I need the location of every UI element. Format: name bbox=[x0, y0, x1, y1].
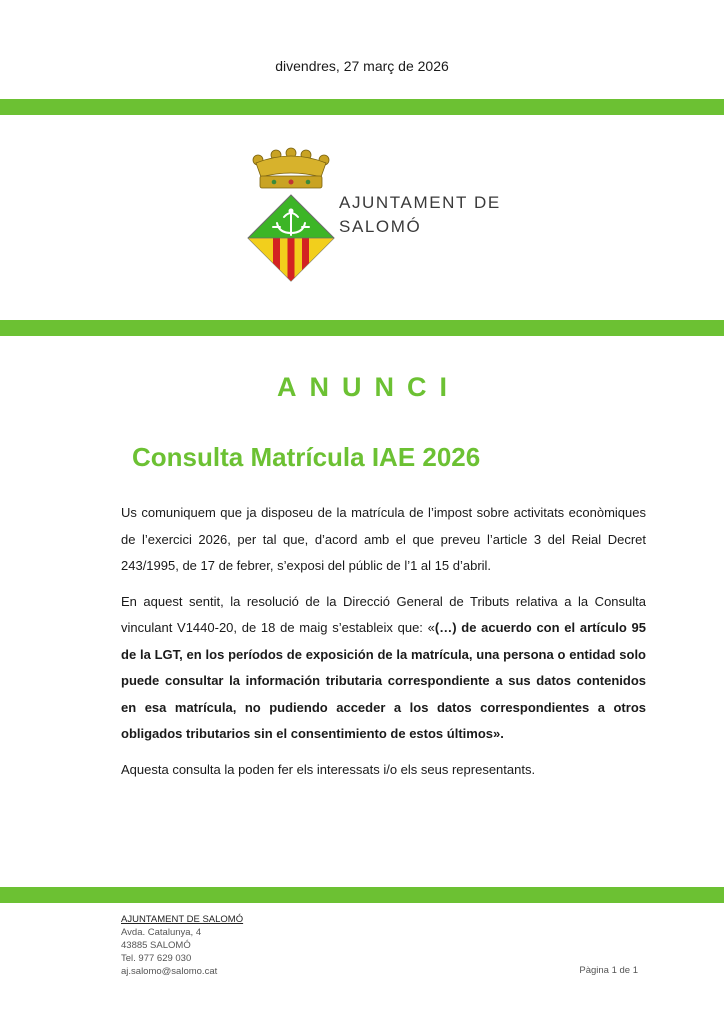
shield-icon bbox=[246, 195, 336, 283]
footer-org: AJUNTAMENT DE SALOMÓ bbox=[121, 914, 244, 925]
paragraph-2 bbox=[121, 589, 646, 748]
page-number: Pàgina 1 de 1 bbox=[579, 965, 638, 976]
middle-green-band bbox=[0, 320, 724, 336]
top-green-band bbox=[0, 99, 724, 115]
paragraph-3: Aquesta consulta la poden fer els interessats i/o els seus representants. bbox=[121, 761, 536, 777]
paragraph-2-intro: En aquest sentit, la resolució de la Direcció General de Tributs relativa a la Consulta vinculant V1440-20, de 18 de maig s’estableix que: « bbox=[121, 593, 646, 635]
org-name-line2: SALOMÓ bbox=[339, 217, 422, 236]
document-subtitle: Consulta Matrícula IAE 2026 bbox=[132, 442, 481, 472]
footer-address: Avda. Catalunya, 4 bbox=[121, 927, 202, 938]
footer-contact bbox=[121, 913, 243, 978]
paragraph-1: Us comuniquem que ja disposeu de la matrícula de l’impost sobre activitats econòmiques de l’exercici 2026, per tal que, d’acord amb el que preveu l’article 3 del Reial Decret 243/1995, de 17 de febrer, s’exposi del públic de l’1 al 15 d’abril. bbox=[121, 505, 646, 573]
coat-of-arms-icon bbox=[246, 147, 336, 283]
footer-postal: 43885 SALOMÓ bbox=[121, 940, 191, 951]
org-name-line1: AJUNTAMENT DE bbox=[339, 193, 501, 212]
document-heading: ANUNCI bbox=[277, 372, 460, 402]
footer-phone: Tel. 977 629 030 bbox=[121, 953, 192, 964]
announcement-body bbox=[121, 500, 646, 792]
document-date: divendres, 27 març de 2026 bbox=[275, 58, 449, 74]
organization-name bbox=[339, 191, 501, 239]
bottom-green-band bbox=[0, 887, 724, 903]
crown-icon bbox=[253, 148, 329, 188]
paragraph-2-quote: (…) de acuerdo con el artículo 95 de la LGT, en los períodos de exposición de la matrícula, una persona o entidad solo puede consultar la información tributaria correspondiente a sus datos contenidos en esa matrícula, no pudiendo acceder a los datos correspondientes a otros obligados tributarios sin el consentimiento de estos últimos». bbox=[121, 620, 646, 741]
footer-email[interactable]: aj.salomo@salomo.cat bbox=[121, 966, 218, 977]
